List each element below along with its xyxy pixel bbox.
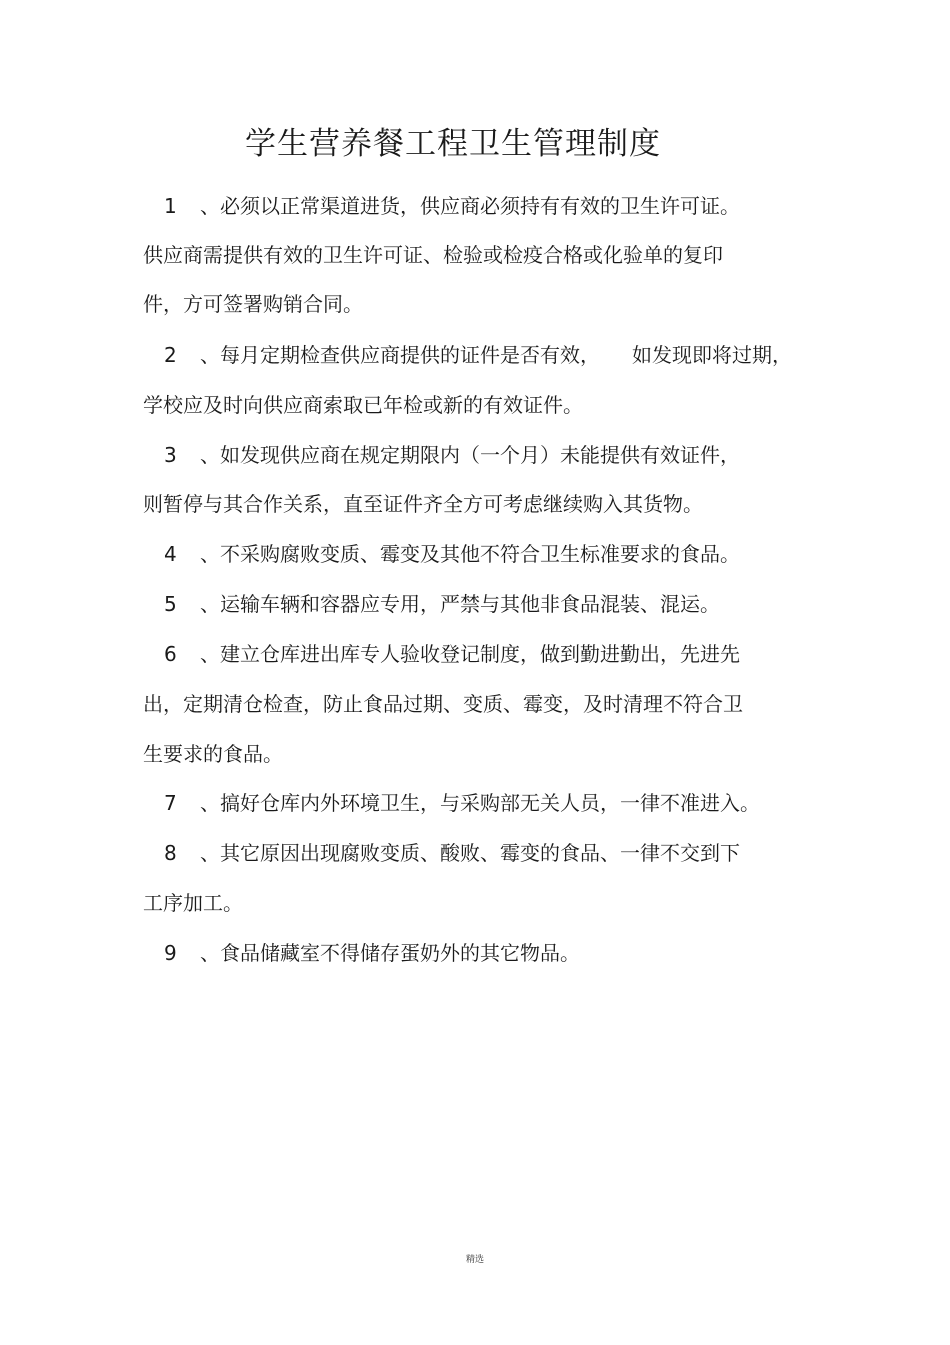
list-item-6-line-1	[164, 639, 740, 669]
list-item-8-line-1	[164, 838, 740, 868]
item-number: 7	[164, 791, 177, 815]
page-footer: 精选	[465, 1255, 484, 1265]
item-text: 、食品储藏室不得储存蛋奶外的其它物品。	[200, 941, 580, 965]
item-number: 6	[164, 642, 177, 666]
item-text: 、如发现供应商在规定期限内（一个月）未能提供有效证件，	[200, 443, 740, 467]
list-item-3-line-1	[164, 440, 740, 470]
list-item-2-line-2: 学校应及时向供应商索取已年检或新的有效证件。	[143, 393, 583, 417]
list-item-6-line-3: 生要求的食品。	[143, 742, 283, 766]
item-number: 3	[164, 443, 177, 467]
list-item-2-line-1	[164, 340, 792, 370]
item-text: 、搞好仓库内外环境卫生，与采购部无关人员，一律不准进入。	[200, 791, 760, 815]
item-number: 2	[164, 343, 177, 367]
document-title: 学生营养餐工程卫生管理制度	[245, 126, 661, 162]
list-item-1-line-3: 件，方可签署购销合同。	[143, 292, 363, 316]
list-item-7-line-1	[164, 788, 760, 818]
list-item-8-line-2: 工序加工。	[143, 891, 243, 915]
list-item-6-line-2: 出，定期清仓检查，防止食品过期、变质、霉变，及时清理不符合卫	[143, 692, 743, 716]
item-text-tail: 如发现即将过期，	[632, 343, 792, 367]
item-text: 、必须以正常渠道进货，供应商必须持有有效的卫生许可证。	[200, 194, 740, 218]
item-number: 9	[164, 941, 177, 965]
item-number: 8	[164, 841, 177, 865]
item-text: 、每月定期检查供应商提供的证件是否有效，	[200, 343, 600, 367]
list-item-1-line-1	[164, 191, 740, 221]
item-number: 1	[164, 194, 177, 218]
list-item-5-line-1	[164, 589, 720, 619]
item-number: 5	[164, 592, 177, 616]
list-item-4-line-1	[164, 539, 740, 569]
list-item-9-line-1	[164, 938, 580, 968]
item-number: 4	[164, 542, 177, 566]
list-item-1-line-2: 供应商需提供有效的卫生许可证、检验或检疫合格或化验单的复印	[143, 243, 723, 267]
list-item-3-line-2: 则暂停与其合作关系，直至证件齐全方可考虑继续购入其货物。	[143, 492, 703, 516]
item-text: 、其它原因出现腐败变质、酸败、霉变的食品、一律不交到下	[200, 841, 740, 865]
item-text: 、不采购腐败变质、霉变及其他不符合卫生标准要求的食品。	[200, 542, 740, 566]
item-text: 、运输车辆和容器应专用，严禁与其他非食品混装、混运。	[200, 592, 720, 616]
item-text: 、建立仓库进出库专人验收登记制度，做到勤进勤出，先进先	[200, 642, 740, 666]
